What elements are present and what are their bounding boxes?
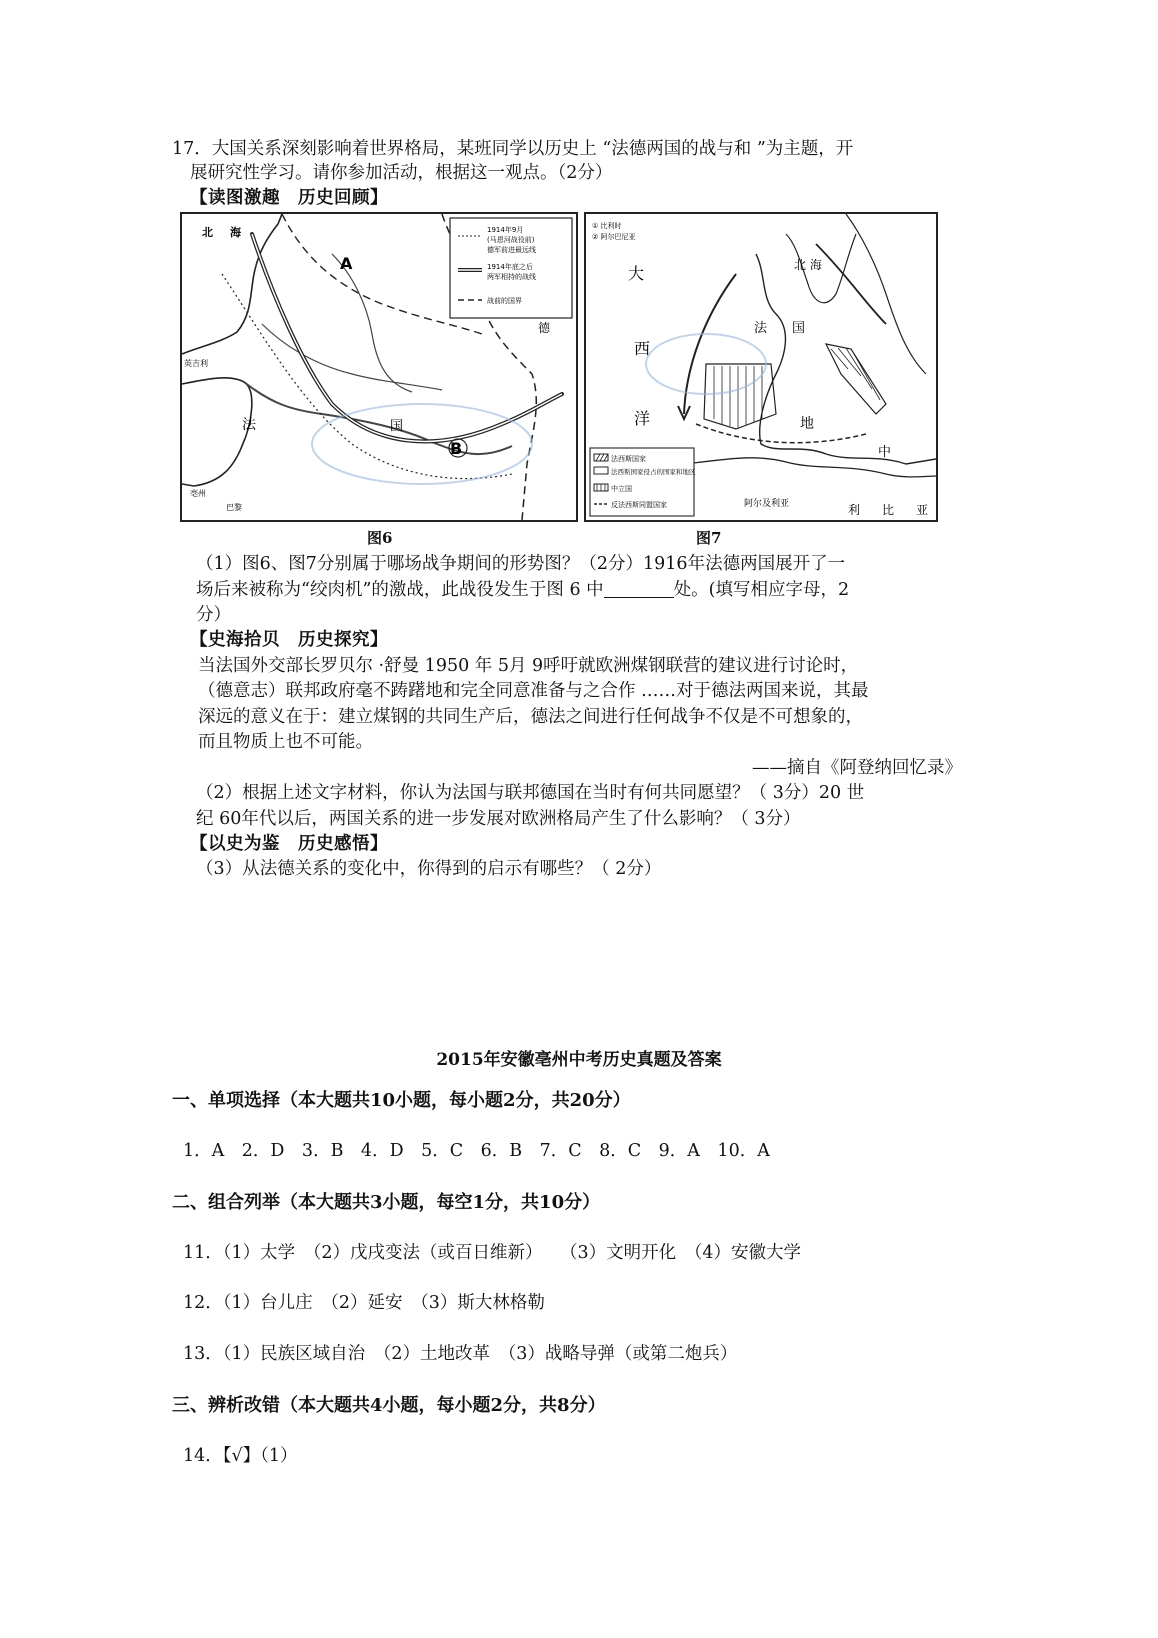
fig6-legend-2: (马恩河战役前) [487, 236, 535, 244]
figure-7-caption: 图7 [696, 529, 722, 547]
figure-6-svg [182, 214, 576, 520]
fig6-label-B: B [450, 439, 463, 458]
section-heading-3: 【以史为鉴 历史感悟】 [190, 834, 388, 854]
q17-line1: 17．大国关系深刻影响着世界格局，某班同学以历史上 “法德两国的战与和 ”为主题，开 [172, 139, 854, 159]
sub1-line2-part-b: 处。(填写相应字母，2 [673, 580, 850, 600]
q17-line2: 展研究性学习。请你参加活动，根据这一观点。（2分） [190, 163, 613, 183]
answers-part2-heading: 二、组合列举（本大题共3小题，每空1分，共10分） [172, 1192, 601, 1213]
fig7-legend-top-1: ① 比利时 [592, 222, 622, 230]
material-line3: 深远的意义在于：建立煤钢的共同生产后，德法之间进行任何战争不仅是不可想象的， [198, 707, 863, 727]
fig6-label-yingjili: 英吉利 [184, 359, 208, 368]
answers-part1-list: 1．A 2．D 3．B 4．D 5．C 6．B 7．C 8．C 9．A 10．A [183, 1141, 770, 1161]
answer-blank [604, 579, 674, 598]
fig6-label-bali: 巴黎 [226, 503, 242, 512]
answer-11: 11．（1）太学 （2）戊戌变法（或百日维新） （3）文明开化 （4）安徽大学 [183, 1243, 802, 1263]
fig6-label-sea: 海 [230, 226, 241, 239]
sub1-line2-part-a: 场后来被称为“绞肉机”的激战，此战役发生于图 6 中 [196, 580, 604, 600]
answer-13: 13．（1）民族区域自治 （2）土地改革 （3）战略导弹（或第二炮兵） [183, 1344, 738, 1364]
material-line1: 当法国外交部长罗贝尔 ·舒曼 1950 年 5月 9呼吁就欧洲煤钢联营的建议进行讨论时， [198, 656, 859, 676]
material-source: ——摘自《阿登纳回忆录》 [752, 758, 962, 778]
fig6-legend-3: 德军前进最远线 [487, 246, 536, 254]
fig7-label-xi: 西 [634, 339, 651, 358]
fig6-label-fa: 法 [242, 417, 256, 433]
fig7-legend-bottom-1: 法西斯国家 [611, 455, 646, 463]
fig6-legend-1: 1914年9月 [487, 226, 524, 234]
answers-title: 2015年安徽亳州中考历史真题及答案 [436, 1050, 722, 1070]
answer-14: 14．【√】（1） [183, 1446, 298, 1466]
fig7-label-di: 地 [800, 416, 814, 432]
fig7-label-ya: 亚 [916, 503, 929, 517]
fig7-legend-bottom-3: 中立国 [611, 485, 632, 493]
sub1-line1: （1）图6、图7分别属于哪场战争期间的形势图？（2分）1916年法德两国展开了一 [196, 554, 846, 574]
fig6-label-guo: 国 [390, 419, 404, 434]
fig7-legend-top-2: ② 阿尔巴尼亚 [592, 233, 636, 241]
fig7-label-li: 利 [848, 503, 861, 517]
sub2-line1: （2）根据上述文字材料，你认为法国与联邦德国在当时有何共同愿望？（ 3分）20 世 [196, 783, 865, 803]
material-line4: 而且物质上也不可能。 [198, 732, 373, 752]
fig6-label-de: 德 [538, 321, 551, 335]
fig7-label-beihai: 北 海 [794, 258, 822, 272]
sub1-line3: 分） [196, 605, 231, 625]
fig7-legend-bottom-2: 法西斯国家侵占的国家和地区 [611, 468, 696, 476]
fig6-label-A: A [340, 254, 353, 273]
fig6-legend-5: 两军相持的战线 [487, 273, 536, 281]
fig7-label-da: 大 [628, 264, 645, 283]
answers-part1-heading: 一、单项选择（本大题共10小题，每小题2分，共20分） [172, 1090, 631, 1111]
fig7-label-yang: 洋 [634, 409, 651, 428]
answers-part3-heading: 三、辨析改错（本大题共4小题，每小题2分，共8分） [172, 1395, 606, 1416]
sub2-line2: 纪 60年代以后，两国关系的进一步发展对欧洲格局产生了什么影响？（ 3分） [196, 809, 801, 829]
fig6-label-haoxia: 亳州 [190, 489, 206, 498]
figure-7-svg [586, 214, 936, 520]
fig7-label-bi: 比 [882, 503, 895, 517]
fig6-legend-4: 1914年底之后 [487, 263, 533, 271]
section-heading-1: 【读图激趣 历史回顾】 [190, 188, 388, 208]
answer-12: 12．（1）台儿庄 （2）延安 （3）斯大林格勒 [183, 1293, 545, 1313]
figure-6-caption: 图6 [367, 529, 393, 547]
fig7-legend-bottom-4: 反法西斯同盟国家 [611, 501, 667, 509]
sub1-line2 [196, 578, 849, 602]
fig7-label-aerjiliya: 阿尔及利亚 [744, 499, 790, 509]
fig7-label-fa: 法 [754, 321, 768, 336]
fig6-label-north: 北 [202, 226, 213, 239]
section-heading-2: 【史海拾贝 历史探究】 [190, 630, 388, 650]
material-line2: （德意志）联邦政府毫不踌躇地和完全同意准备与之合作 ……对于德法两国来说，其最 [198, 681, 869, 701]
fig7-label-guo: 国 [792, 321, 806, 336]
figure-7-map [584, 212, 938, 522]
sub3-line: （3）从法德关系的变化中，你得到的启示有哪些？（ 2分） [196, 859, 662, 879]
figure-6-map [180, 212, 578, 522]
fig7-label-zhong: 中 [878, 445, 892, 460]
fig6-legend-6: 战前的国界 [487, 297, 522, 305]
